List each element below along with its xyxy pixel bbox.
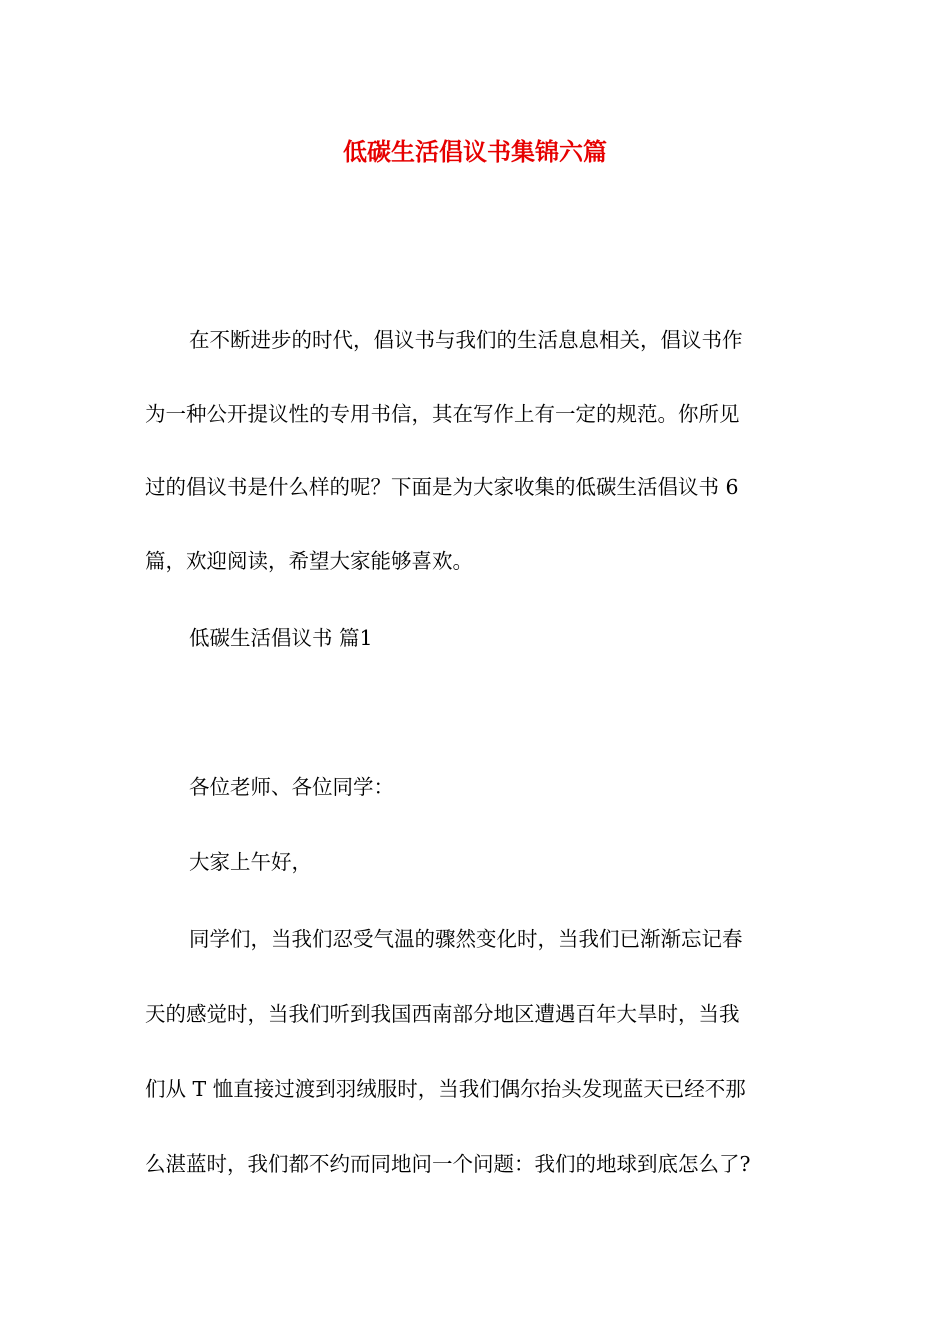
intro-line-2: 为一种公开提议性的专用书信，其在写作上有一定的规范。你所见 [145,402,740,426]
intro-line-4: 篇，欢迎阅读，希望大家能够喜欢。 [145,549,473,573]
intro-line-3: 过的倡议书是什么样的呢？下面是为大家收集的低碳生活倡议书 6 [145,475,739,499]
body-line-1: 同学们，当我们忍受气温的骤然变化时，当我们已渐渐忘记春 [189,927,743,951]
body-line-3: 们从 T 恤直接过渡到羽绒服时，当我们偶尔抬头发现蓝天已经不那 [145,1077,746,1101]
document-title: 低碳生活倡议书集锦六篇 [343,138,607,166]
intro-line-1: 在不断进步的时代，倡议书与我们的生活息息相关，倡议书作 [189,328,743,352]
body-line-4: 么湛蓝时，我们都不约而同地问一个问题：我们的地球到底怎么了? [145,1152,751,1176]
greeting: 大家上午好， [189,850,312,874]
salutation: 各位老师、各位同学： [189,775,394,799]
section-heading: 低碳生活倡议书 篇1 [189,626,373,650]
body-line-2: 天的感觉时，当我们听到我国西南部分地区遭遇百年大旱时，当我 [145,1002,740,1026]
